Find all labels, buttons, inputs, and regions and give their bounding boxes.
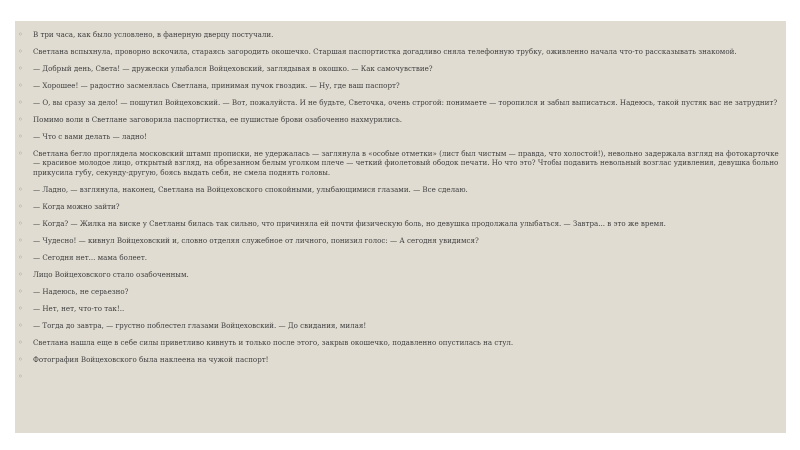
bullet-icon: ◦ — [18, 98, 23, 107]
paragraph-text: Лицо Войцеховского стало озабоченным. — [33, 269, 189, 279]
bullet-icon: ◦ — [18, 218, 23, 228]
paragraph-text: — Чудесно! — кивнул Войцеховский и, словно отделяя служебное от личного, понизил голос: — А сегодня увидимся? — [33, 235, 479, 245]
paragraph-text: — Когда? — Жилка на виске у Светланы билась так сильно, что причиняла ей почти физическую боль, но девушка продолжала улыбаться. — Завтра... в это же время. — [33, 218, 666, 228]
bullet-icon: ◦ — [18, 64, 23, 73]
document-page — [15, 21, 786, 433]
list-item — [15, 219, 786, 228]
bullet-icon: ◦ — [18, 149, 23, 158]
bullet-icon: ◦ — [18, 371, 23, 381]
paragraph-text: — Нет, нет, что-то так!.. — [33, 303, 125, 313]
paragraph-text: В три часа, как было условлено, в фанерную дверцу постучали. — [33, 30, 274, 39]
paragraph-text: — Добрый день, Света! — дружески улыбался Войцеховский, заглядывая в окошко. — Как самочувствие? — [33, 64, 433, 73]
list-item — [15, 287, 786, 296]
list-item — [15, 149, 786, 177]
paragraph-text: Светлана бегло проглядела московский штамп прописки, не удержалась — заглянула в «особые отметки» (лист был чистым — правда, что холостой!), невольно задержала взгляд на фотокарточке — красивое молодое лицо, открытый взгляд, на обрезанном белым уголком плече — четкий фиолетовый ободок печати. Но что это? Чтобы подавить невольный возглас удивления, девушка больно прикусила губу, секунду-другую, боясь выдать себя, не смела поднять головы. — [33, 149, 779, 177]
bullet-icon: ◦ — [18, 337, 23, 347]
list-item — [15, 47, 786, 56]
bullet-icon: ◦ — [18, 252, 23, 262]
paragraph-text: — Хорошее! — радостно засмеялась Светлана, принимая пучок гвоздик. — Ну, где ваш паспорт? — [33, 81, 400, 90]
paragraph-text: — Надеюсь, не серьезно? — [33, 286, 129, 296]
paragraph-text: Светлана вспыхнула, проворно вскочила, стараясь загородить окошечко. Старшая паспортистка догадливо сняла телефонную трубку, оживленно начала что-то рассказывать знакомой. — [33, 47, 737, 56]
list-item — [15, 236, 786, 245]
paragraph-list — [15, 30, 786, 381]
bullet-icon: ◦ — [18, 184, 23, 194]
paragraph-text: — Тогда до завтра, — грустно поблестел глазами Войцеховский. — До свидания, милая! — [33, 320, 367, 330]
bullet-icon: ◦ — [18, 235, 23, 245]
list-item — [15, 185, 786, 194]
list-item — [15, 304, 786, 313]
paragraph-text: — Что с вами делать — ладно! — [33, 132, 147, 141]
bullet-icon: ◦ — [18, 320, 23, 330]
paragraph-text: — Ладно, — взглянула, наконец, Светлана на Войцеховского спокойными, улыбающимися глазами. — Все сделаю. — [33, 184, 468, 194]
list-item — [15, 98, 786, 107]
paragraph-text: Помимо воли в Светлане заговорила паспортистка, ее пушистые брови озабоченно нахмурились. — [33, 115, 402, 124]
list-item — [15, 253, 786, 262]
paragraph-text: — Сегодня нет... мама болеет. — [33, 252, 148, 262]
paragraph-text: — О, вы сразу за дело! — пошутил Войцеховский. — Вот, пожалуйста. И не будьте, Светочка, очень строгой: понимаете — торопился и забыл выписаться. Надеюсь, такой пустяк вас не затруднит? — [33, 98, 778, 107]
bullet-icon: ◦ — [18, 269, 23, 279]
list-item — [15, 81, 786, 90]
list-item — [15, 338, 786, 347]
paragraph-text: Фотография Войцеховского была наклеена на чужой паспорт! — [33, 354, 269, 364]
bullet-icon: ◦ — [18, 286, 23, 296]
bullet-icon: ◦ — [18, 132, 23, 141]
list-item — [15, 270, 786, 279]
list-item — [15, 115, 786, 124]
paragraph-text: Светлана нашла еще в себе силы приветливо кивнуть и только после этого, закрыв окошечко, подавленно опустилась на стул. — [33, 337, 514, 347]
list-item — [15, 64, 786, 73]
bullet-icon: ◦ — [18, 81, 23, 90]
bullet-icon: ◦ — [18, 201, 23, 211]
bullet-icon: ◦ — [18, 30, 23, 39]
bullet-icon: ◦ — [18, 115, 23, 124]
bullet-icon: ◦ — [18, 303, 23, 313]
bullet-icon: ◦ — [18, 47, 23, 56]
list-item — [15, 321, 786, 330]
list-item — [15, 132, 786, 141]
list-item — [15, 355, 786, 364]
list-item — [15, 202, 786, 211]
paragraph-text: — Когда можно зайти? — [33, 201, 120, 211]
bullet-icon: ◦ — [18, 354, 23, 364]
list-item — [15, 30, 786, 39]
